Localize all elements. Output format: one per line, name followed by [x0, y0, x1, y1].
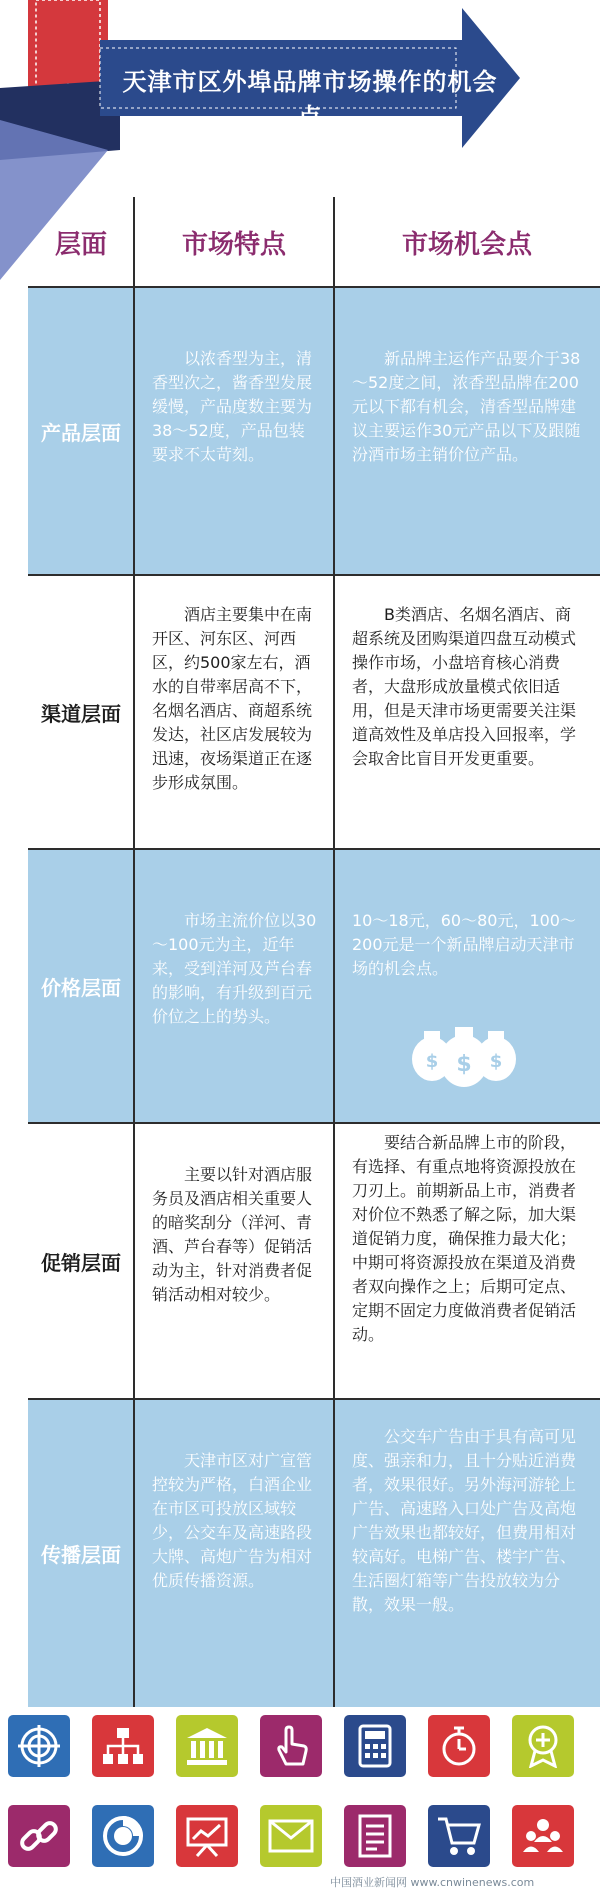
- stopwatch-icon: [428, 1715, 490, 1777]
- features-text: 市场主流价位以30～100元为主，近年来，受到洋河及芦台春的影响，有升级到百元价位之上的势头。: [152, 911, 317, 1026]
- org-chart-icon: [92, 1715, 154, 1777]
- opportunities-cell: [334, 1123, 600, 1399]
- link-chain-icon: [8, 1805, 70, 1867]
- document-icon: [344, 1805, 406, 1867]
- row-divider: [28, 1122, 600, 1124]
- opportunities-cell: [334, 1399, 600, 1707]
- features-text: 主要以针对酒店服务员及酒店相关重要人的暗奖刮分（洋河、青酒、芦台春等）促销活动为主，针对消费者促销活动相对较少。: [152, 1165, 313, 1304]
- features-text: 以浓香型为主，清香型次之，酱香型发展缓慢，产品度数主要为38～52度，产品包装要求不太苛刻。: [152, 349, 313, 464]
- features-cell: [134, 1399, 334, 1707]
- table-row: [28, 1399, 600, 1707]
- features-text: 酒店主要集中在南开区、河东区、河西区，约500家左右，酒水的自带率居高不下，名烟名酒店、商超系统发达，社区店发展较为迅速，夜场渠道正在逐步形成氛围。: [152, 605, 313, 792]
- opportunities-text: 要结合新品牌上市的阶段，有选择、有重点地将资源投放在刀刃上。前期新品上市，消费者对价位不熟悉了解之际，加大渠道促销力度，确保推力最大化；中期可将资源投放在渠道及消费者双向操作之上；后期可定点、定期不固定力度做消费者促销活动。: [352, 1133, 577, 1344]
- column-divider: [133, 197, 135, 1707]
- header-market-features: 市场特点: [181, 229, 286, 260]
- pie-chart-icon: [92, 1805, 154, 1867]
- row-divider: [28, 848, 600, 850]
- table-row: [28, 849, 600, 1123]
- table-row: [28, 287, 600, 575]
- row-divider: [28, 574, 600, 576]
- opportunities-cell: [334, 575, 600, 849]
- column-divider: [333, 197, 335, 1707]
- opportunity-table: [28, 197, 600, 1707]
- row-label: 产品层面: [28, 287, 134, 575]
- svg-text:$: $: [456, 1052, 472, 1077]
- header-level: 层面: [54, 229, 107, 260]
- table-row: [28, 1123, 600, 1399]
- medal-icon: [512, 1715, 574, 1777]
- shopping-cart-icon: [428, 1805, 490, 1867]
- row-label: 传播层面: [28, 1399, 134, 1707]
- features-cell: [134, 287, 334, 575]
- opportunities-text: 10～18元，60～80元，100～200元是一个新品牌启动天津市场的机会点。: [352, 911, 576, 978]
- touch-hand-icon: [260, 1715, 322, 1777]
- opportunities-text: 公交车广告由于具有高可见度、强亲和力，且十分贴近消费者，效果很好。另外海河游轮上广告、高速路入口处广告及高炮广告效果也都较好，但费用相对较高好。电梯广告、楼宇广告、生活圈灯箱等广告投放较为分散，效果一般。: [352, 1427, 577, 1614]
- page-title: 天津市区外埠品牌市场操作的机会点: [122, 68, 498, 131]
- row-divider: [28, 286, 600, 288]
- features-cell: [134, 849, 334, 1123]
- target-icon: [8, 1715, 70, 1777]
- presentation-board-icon: [176, 1805, 238, 1867]
- opportunities-cell: [334, 287, 600, 575]
- watermark: 中国酒业新闻网 www.cnwinenews.com: [330, 1876, 535, 1889]
- people-group-icon: [512, 1805, 574, 1867]
- opportunities-text: 新品牌主运作产品要介于38～52度之间，浓香型品牌在200元以下都有机会，清香型品牌建议主要运作30元产品以下及跟随汾酒市场主销价位产品。: [352, 349, 581, 464]
- row-label: 促销层面: [28, 1123, 134, 1399]
- features-cell: [134, 575, 334, 849]
- row-label: 渠道层面: [28, 575, 134, 849]
- features-text: 天津市区对广宣管控较为严格，白酒企业在市区可投放区域较少，公交车及高速路段大牌、高炮广告为相对优质传播资源。: [152, 1451, 313, 1590]
- features-cell: [134, 1123, 334, 1399]
- calculator-icon: [344, 1715, 406, 1777]
- svg-text:$: $: [425, 1051, 439, 1072]
- table-row: [28, 575, 600, 849]
- svg-text:$: $: [489, 1051, 503, 1072]
- icon-grid: [0, 1715, 600, 1890]
- money-bags-icon: [404, 1009, 524, 1089]
- opportunities-cell: [334, 849, 600, 1123]
- opportunities-text: B类酒店、名烟名酒店、商超系统及团购渠道四盘互动模式操作市场，小盘培育核心消费者，大盘形成放量模式依旧适用，但是天津市场更需要关注渠道高效性及单店投入回报率，学会取舍比盲目开发更重要。: [352, 605, 577, 768]
- row-divider: [28, 1398, 600, 1400]
- header-market-opportunities: 市场机会点: [401, 229, 532, 260]
- row-label: 价格层面: [28, 849, 134, 1123]
- mail-icon: [260, 1805, 322, 1867]
- header-banner: [0, 0, 600, 150]
- bank-icon: [176, 1715, 238, 1777]
